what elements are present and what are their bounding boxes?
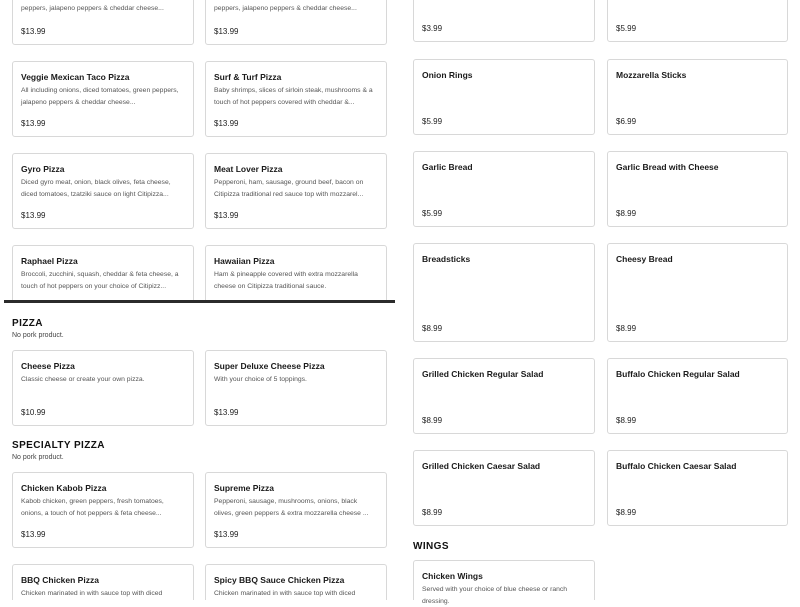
item-name: Chicken Kabob Pizza (21, 483, 107, 493)
section-subtitle-pizza: No pork product. (12, 332, 64, 339)
item-price: $5.99 (422, 117, 443, 126)
menu-item-card[interactable] (413, 151, 595, 227)
item-name: Gyro Pizza (21, 164, 65, 174)
menu-item-card[interactable] (607, 358, 788, 434)
item-price: $6.99 (616, 117, 637, 126)
item-price: $8.99 (616, 416, 637, 425)
menu-item-card[interactable] (12, 350, 194, 426)
item-description: Diced gyro meat, onion, black olives, feta cheese, diced tomatoes, tzatziki sauce on light Citipizza... (21, 179, 171, 198)
item-price: $13.99 (21, 119, 46, 128)
scroll-divider (4, 300, 395, 303)
item-price: $8.99 (422, 508, 443, 517)
item-name: Garlic Bread (422, 162, 473, 172)
menu-item-card[interactable] (12, 0, 194, 45)
item-name: Garlic Bread with Cheese (616, 162, 719, 172)
item-description: Pepperoni, sausage, mushrooms, onions, black olives, green peppers & extra mozzarella cheese ... (214, 498, 369, 517)
item-price: $5.99 (422, 209, 443, 218)
menu-item-card[interactable] (205, 153, 387, 229)
menu-item-card[interactable] (607, 59, 788, 135)
item-name: Spicy BBQ Sauce Chicken Pizza (214, 575, 345, 585)
section-subtitle-specialty-pizza: No pork product. (12, 454, 64, 461)
item-name: Grilled Chicken Regular Salad (422, 369, 544, 379)
item-price: $13.99 (214, 27, 239, 36)
menu-item-card[interactable] (12, 472, 194, 548)
item-description: Kabob chicken, green peppers, fresh tomatoes, onions, a touch of hot peppers & feta cheese... (21, 498, 164, 517)
item-name: Cheesy Bread (616, 254, 673, 264)
item-price: $10.99 (21, 408, 46, 417)
item-name: Supreme Pizza (214, 483, 274, 493)
menu-item-card[interactable] (413, 450, 595, 526)
item-description: Classic cheese or create your own pizza. (21, 376, 145, 383)
item-price: $8.99 (422, 324, 443, 333)
item-name: Meat Lover Pizza (214, 164, 283, 174)
menu-item-card[interactable] (12, 61, 194, 137)
item-description: Served with your choice of blue cheese or ranch dressing. (422, 586, 568, 605)
menu-item-card[interactable] (205, 0, 387, 45)
item-name: Chicken Wings (422, 571, 483, 581)
item-price: $13.99 (214, 530, 239, 539)
item-price: $5.99 (616, 24, 637, 33)
section-title-specialty-pizza: SPECIALTY PIZZA (12, 440, 105, 451)
menu-item-card[interactable] (607, 450, 788, 526)
menu-item-card[interactable] (205, 564, 387, 600)
overlap-mask (0, 303, 400, 317)
item-description: Baby shrimps, slices of sirloin steak, mushrooms & a touch of hot peppers covered with cheddar &... (214, 87, 373, 106)
item-name: Hawaiian Pizza (214, 256, 275, 266)
item-name: Onion Rings (422, 70, 473, 80)
menu-item-card[interactable] (607, 151, 788, 227)
item-name: BBQ Chicken Pizza (21, 575, 99, 585)
item-description: peppers, jalapeno peppers & cheddar cheese... (214, 5, 357, 12)
item-price: $8.99 (422, 416, 443, 425)
item-description: Chicken marinated in with sauce top with diced (214, 590, 356, 597)
menu-item-card[interactable] (413, 560, 595, 605)
item-description: Pepperoni, ham, sausage, ground beef, bacon on Citipizza traditional red sauce top with mozzarel... (214, 179, 364, 198)
section-title-pizza: PIZZA (12, 318, 43, 329)
item-price: $13.99 (21, 211, 46, 220)
item-description: peppers, jalapeno peppers & cheddar cheese... (21, 5, 164, 12)
menu-item-card[interactable] (413, 0, 595, 42)
item-price: $13.99 (214, 119, 239, 128)
item-price: $13.99 (214, 408, 239, 417)
item-price: $8.99 (616, 508, 637, 517)
menu-item-card[interactable] (12, 153, 194, 229)
item-name: Buffalo Chicken Caesar Salad (616, 461, 737, 471)
item-description: Broccoli, zucchini, squash, cheddar & feta cheese, a touch of hot peppers on your choice of Citipizz... (21, 271, 179, 290)
item-name: Surf & Turf Pizza (214, 72, 282, 82)
item-name: Mozzarella Sticks (616, 70, 687, 80)
item-name: Grilled Chicken Caesar Salad (422, 461, 541, 471)
menu-item-card[interactable] (205, 472, 387, 548)
menu-item-card[interactable] (607, 243, 788, 342)
item-description: With your choice of 5 toppings. (214, 376, 307, 383)
item-name: Raphael Pizza (21, 256, 78, 266)
item-name: Veggie Mexican Taco Pizza (21, 72, 130, 82)
menu-item-card[interactable] (205, 350, 387, 426)
menu-item-card[interactable] (607, 0, 788, 42)
item-description: Chicken marinated in with sauce top with diced (21, 590, 163, 597)
menu-item-card[interactable] (12, 564, 194, 600)
item-description: All including onions, diced tomatoes, green peppers, jalapeno peppers & cheddar cheese... (21, 87, 179, 106)
item-price: $13.99 (214, 211, 239, 220)
menu-item-card[interactable] (413, 59, 595, 135)
item-name: Cheese Pizza (21, 361, 75, 371)
menu-item-card[interactable] (205, 61, 387, 137)
item-name: Buffalo Chicken Regular Salad (616, 369, 740, 379)
menu-item-card[interactable] (413, 243, 595, 342)
item-price: $8.99 (616, 209, 637, 218)
item-name: Super Deluxe Cheese Pizza (214, 361, 325, 371)
item-description: Ham & pineapple covered with extra mozzarella cheese on Citipizza traditional sauce. (214, 271, 358, 290)
section-title-wings: WINGS (413, 541, 449, 552)
item-price: $13.99 (21, 27, 46, 36)
item-name: Breadsticks (422, 254, 471, 264)
item-price: $3.99 (422, 24, 443, 33)
item-price: $8.99 (616, 324, 637, 333)
menu-item-card[interactable] (413, 358, 595, 434)
item-price: $13.99 (21, 530, 46, 539)
